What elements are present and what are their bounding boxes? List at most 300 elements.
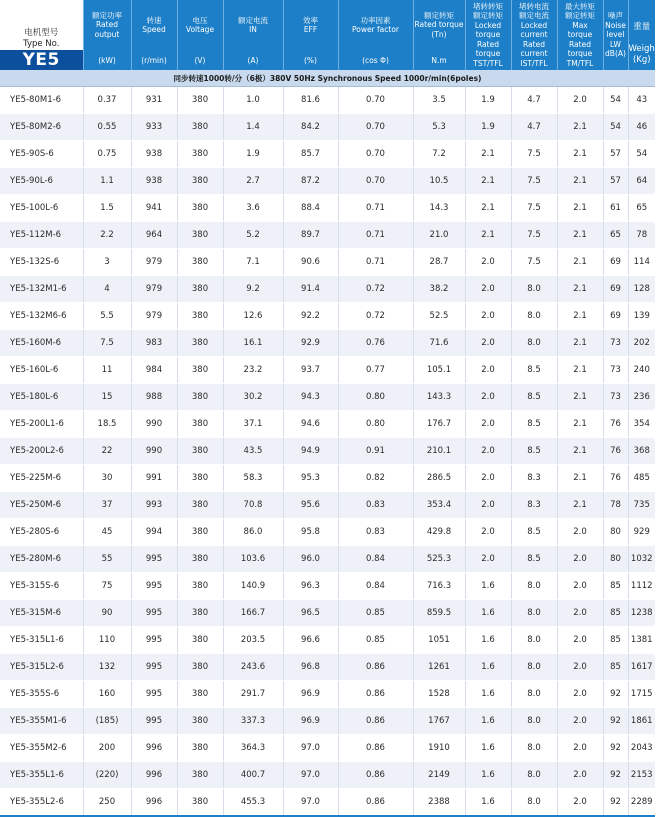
efficiency-cell: 94.3 <box>283 384 338 411</box>
table-row <box>0 789 655 817</box>
weight-cell: 114 <box>628 249 655 276</box>
table-row <box>0 276 655 303</box>
noise-level-cell: 80 <box>603 519 628 546</box>
model-cell: YE5-315S-6 <box>0 573 83 600</box>
speed-cell: 938 <box>131 141 177 168</box>
voltage-cell: 380 <box>177 681 223 708</box>
table-row <box>0 384 655 411</box>
rated-current-unit: (A) <box>223 50 283 70</box>
noise-level-cell: 54 <box>603 114 628 141</box>
rated-torque-cell: 52.5 <box>413 303 465 330</box>
rated-current-cell: 12.6 <box>223 303 283 330</box>
table-row <box>0 465 655 492</box>
efficiency-cell: 88.4 <box>283 195 338 222</box>
rated-output-cell: 1.5 <box>83 195 131 222</box>
rated-output-cell: 110 <box>83 627 131 654</box>
model-cell: YE5-132M1-6 <box>0 276 83 303</box>
locked-current-ratio-cell: 8.3 <box>511 492 557 519</box>
weight-cell: 64 <box>628 168 655 195</box>
power-factor-cell: 0.85 <box>338 600 413 627</box>
weight-cell: 236 <box>628 384 655 411</box>
table-row <box>0 492 655 519</box>
rated-torque-cell: 28.7 <box>413 249 465 276</box>
power-factor-cell: 0.82 <box>338 465 413 492</box>
max-torque-ratio-cell: 2.1 <box>557 195 603 222</box>
weight-cell: 735 <box>628 492 655 519</box>
locked-current-ratio-cell: 4.7 <box>511 87 557 114</box>
voltage-cell: 380 <box>177 573 223 600</box>
rated-output-cell: 18.5 <box>83 411 131 438</box>
weight-cell: 485 <box>628 465 655 492</box>
locked-torque-ratio-cell: 2.0 <box>465 330 511 357</box>
locked-torque-ratio-cell: 2.0 <box>465 276 511 303</box>
weight-column-header: 重量 Weight (Kg) <box>628 0 655 70</box>
rated-output-cell: 4 <box>83 276 131 303</box>
max-torque-ratio-cell: 2.1 <box>557 384 603 411</box>
noise-level-cell: 69 <box>603 249 628 276</box>
efficiency-cell: 96.9 <box>283 681 338 708</box>
efficiency-cell: 96.0 <box>283 546 338 573</box>
rated-output-cell: (185) <box>83 708 131 735</box>
power-factor-cell: 0.86 <box>338 708 413 735</box>
noise-level-cell: 73 <box>603 330 628 357</box>
noise-level-cell: 92 <box>603 708 628 735</box>
model-cell: YE5-250M-6 <box>0 492 83 519</box>
locked-current-ratio-cell: 7.5 <box>511 168 557 195</box>
rated-current-cell: 291.7 <box>223 681 283 708</box>
model-cell: YE5-280S-6 <box>0 519 83 546</box>
max-torque-ratio-cell: 2.0 <box>557 573 603 600</box>
weight-cell: 54 <box>628 141 655 168</box>
rated-output-cell: 160 <box>83 681 131 708</box>
weight-cell: 78 <box>628 222 655 249</box>
table-row <box>0 195 655 222</box>
efficiency-cell: 87.2 <box>283 168 338 195</box>
speed-cell: 994 <box>131 519 177 546</box>
max-torque-ratio-cell: 2.0 <box>557 681 603 708</box>
speed-cell: 996 <box>131 762 177 789</box>
speed-cell: 990 <box>131 438 177 465</box>
locked-current-ratio-cell: 8.5 <box>511 546 557 573</box>
table-row <box>0 573 655 600</box>
speed-cell: 995 <box>131 627 177 654</box>
rated-current-cell: 7.1 <box>223 249 283 276</box>
power-factor-cell: 0.70 <box>338 141 413 168</box>
table-body <box>0 87 655 817</box>
noise-level-cell: 80 <box>603 546 628 573</box>
voltage-cell: 380 <box>177 762 223 789</box>
voltage-cell: 380 <box>177 465 223 492</box>
model-cell: YE5-200L1-6 <box>0 411 83 438</box>
speed-cell: 995 <box>131 654 177 681</box>
model-cell: YE5-160M-6 <box>0 330 83 357</box>
voltage-cell: 380 <box>177 330 223 357</box>
efficiency-cell: 94.9 <box>283 438 338 465</box>
locked-current-ratio-cell: 8.0 <box>511 735 557 762</box>
speed-cell: 933 <box>131 114 177 141</box>
rated-current-cell: 23.2 <box>223 357 283 384</box>
max-torque-ratio-cell: 2.0 <box>557 762 603 789</box>
voltage-column-header: 电压 Voltage <box>177 0 223 50</box>
power-factor-cell: 0.84 <box>338 546 413 573</box>
rated-current-cell: 337.3 <box>223 708 283 735</box>
rated-current-cell: 1.9 <box>223 141 283 168</box>
voltage-cell: 380 <box>177 735 223 762</box>
voltage-cell: 380 <box>177 303 223 330</box>
model-cell: YE5-90L-6 <box>0 168 83 195</box>
speed-cell: 964 <box>131 222 177 249</box>
table-row <box>0 87 655 114</box>
speed-cell: 931 <box>131 87 177 114</box>
max-torque-ratio-cell: 2.0 <box>557 789 603 817</box>
rated-output-cell: 250 <box>83 789 131 817</box>
locked-torque-ratio-cell: 1.6 <box>465 627 511 654</box>
rated-current-cell: 5.2 <box>223 222 283 249</box>
model-cell: YE5-315M-6 <box>0 600 83 627</box>
rated-torque-cell: 143.3 <box>413 384 465 411</box>
weight-cell: 43 <box>628 87 655 114</box>
rated-output-cell: 75 <box>83 573 131 600</box>
noise-level-cell: 78 <box>603 492 628 519</box>
speed-cell: 995 <box>131 573 177 600</box>
table-row <box>0 627 655 654</box>
efficiency-cell: 97.0 <box>283 735 338 762</box>
efficiency-cell: 84.2 <box>283 114 338 141</box>
max-torque-ratio-cell: 2.1 <box>557 411 603 438</box>
rated-output-unit: (kW) <box>83 50 131 70</box>
rated-torque-cell: 3.5 <box>413 87 465 114</box>
voltage-cell: 380 <box>177 789 223 817</box>
locked-current-ratio-cell: 8.5 <box>511 411 557 438</box>
max-torque-ratio-cell: 2.0 <box>557 708 603 735</box>
rated-output-cell: 11 <box>83 357 131 384</box>
noise-level-cell: 85 <box>603 654 628 681</box>
rated-output-cell: 0.75 <box>83 141 131 168</box>
rated-torque-cell: 10.5 <box>413 168 465 195</box>
noise-level-cell: 92 <box>603 762 628 789</box>
power-factor-cell: 0.72 <box>338 303 413 330</box>
rated-torque-cell: 353.4 <box>413 492 465 519</box>
rated-output-cell: 22 <box>83 438 131 465</box>
rated-output-cell: 37 <box>83 492 131 519</box>
rated-torque-cell: 14.3 <box>413 195 465 222</box>
max-torque-ratio-cell: 2.1 <box>557 330 603 357</box>
rated-current-cell: 30.2 <box>223 384 283 411</box>
table-row <box>0 519 655 546</box>
noise-level-cell: 69 <box>603 276 628 303</box>
speed-cell: 990 <box>131 411 177 438</box>
max-torque-ratio-cell: 2.1 <box>557 249 603 276</box>
efficiency-cell: 89.7 <box>283 222 338 249</box>
locked-torque-ratio-cell: 1.6 <box>465 762 511 789</box>
model-cell: YE5-355L1-6 <box>0 762 83 789</box>
efficiency-cell: 96.9 <box>283 708 338 735</box>
voltage-cell: 380 <box>177 222 223 249</box>
table-row <box>0 438 655 465</box>
table-header <box>0 0 658 87</box>
power-factor-cell: 0.86 <box>338 762 413 789</box>
speed-unit: (r/min) <box>131 50 177 70</box>
voltage-cell: 380 <box>177 438 223 465</box>
efficiency-cell: 95.3 <box>283 465 338 492</box>
model-cell: YE5-132M6-6 <box>0 303 83 330</box>
noise-level-cell: 57 <box>603 168 628 195</box>
max-torque-ratio-cell: 2.0 <box>557 546 603 573</box>
model-cell: YE5-180L-6 <box>0 384 83 411</box>
locked-torque-ratio-cell: 1.6 <box>465 654 511 681</box>
voltage-cell: 380 <box>177 276 223 303</box>
table-row <box>0 735 655 762</box>
efficiency-cell: 95.8 <box>283 519 338 546</box>
max-torque-ratio-cell: 2.0 <box>557 627 603 654</box>
rated-torque-cell: 38.2 <box>413 276 465 303</box>
rated-output-cell: 200 <box>83 735 131 762</box>
noise-level-cell: 92 <box>603 681 628 708</box>
noise-level-cell: 76 <box>603 438 628 465</box>
locked-torque-ratio-cell: 2.0 <box>465 465 511 492</box>
locked-current-ratio-cell: 8.0 <box>511 654 557 681</box>
rated-output-cell: 0.55 <box>83 114 131 141</box>
locked-torque-ratio-cell: 1.6 <box>465 789 511 817</box>
locked-current-ratio-cell: 4.7 <box>511 114 557 141</box>
locked-torque-ratio-cell: 2.0 <box>465 384 511 411</box>
voltage-cell: 380 <box>177 627 223 654</box>
power-factor-cell: 0.76 <box>338 330 413 357</box>
voltage-cell: 380 <box>177 249 223 276</box>
rated-output-column-header: 额定功率 Rated output <box>83 0 131 50</box>
locked-current-ratio-cell: 8.0 <box>511 276 557 303</box>
power-factor-column-header: 功率因素 Power factor <box>338 0 413 50</box>
voltage-cell: 380 <box>177 168 223 195</box>
power-factor-cell: 0.86 <box>338 789 413 817</box>
speed-cell: 984 <box>131 357 177 384</box>
speed-cell: 979 <box>131 249 177 276</box>
weight-cell: 139 <box>628 303 655 330</box>
table-row <box>0 681 655 708</box>
voltage-cell: 380 <box>177 384 223 411</box>
rated-output-cell: 15 <box>83 384 131 411</box>
locked-torque-ratio-cell: 2.0 <box>465 438 511 465</box>
rated-current-cell: 16.1 <box>223 330 283 357</box>
section-subtitle: 同步转速1000转/分（6极）380V 50Hz Synchronous Speed 1000r/min(6poles) <box>0 70 655 87</box>
model-cell: YE5-160L-6 <box>0 357 83 384</box>
model-cell: YE5-355M1-6 <box>0 708 83 735</box>
rated-current-cell: 203.5 <box>223 627 283 654</box>
rated-current-cell: 455.3 <box>223 789 283 817</box>
speed-cell: 983 <box>131 330 177 357</box>
model-cell: YE5-112M-6 <box>0 222 83 249</box>
rated-current-cell: 1.4 <box>223 114 283 141</box>
rated-current-cell: 243.6 <box>223 654 283 681</box>
weight-cell: 2289 <box>628 789 655 817</box>
noise-level-cell: 61 <box>603 195 628 222</box>
rated-torque-cell: 7.2 <box>413 141 465 168</box>
voltage-unit: (V) <box>177 50 223 70</box>
weight-cell: 1032 <box>628 546 655 573</box>
model-cell: YE5-225M-6 <box>0 465 83 492</box>
locked-current-ratio-cell: 8.5 <box>511 357 557 384</box>
locked-torque-ratio-cell: 2.1 <box>465 222 511 249</box>
power-factor-unit: (cos Φ) <box>338 50 413 70</box>
locked-current-ratio-cell: 7.5 <box>511 249 557 276</box>
max-torque-ratio-cell: 2.0 <box>557 654 603 681</box>
max-torque-ratio-cell: 2.0 <box>557 600 603 627</box>
locked-current-ratio-cell: 7.5 <box>511 222 557 249</box>
rated-torque-cell: 176.7 <box>413 411 465 438</box>
rated-output-cell: 1.1 <box>83 168 131 195</box>
rated-current-cell: 364.3 <box>223 735 283 762</box>
power-factor-cell: 0.86 <box>338 735 413 762</box>
speed-cell: 988 <box>131 384 177 411</box>
rated-output-cell: 3 <box>83 249 131 276</box>
voltage-cell: 380 <box>177 708 223 735</box>
rated-output-cell: 55 <box>83 546 131 573</box>
weight-cell: 1381 <box>628 627 655 654</box>
weight-cell: 2043 <box>628 735 655 762</box>
power-factor-cell: 0.71 <box>338 222 413 249</box>
table-row <box>0 141 655 168</box>
rated-torque-unit: N.m <box>413 50 465 70</box>
locked-torque-ratio-cell: 2.1 <box>465 195 511 222</box>
max-torque-ratio-cell: 2.1 <box>557 438 603 465</box>
power-factor-cell: 0.70 <box>338 87 413 114</box>
rated-torque-cell: 286.5 <box>413 465 465 492</box>
locked-torque-ratio-cell: 1.6 <box>465 573 511 600</box>
max-torque-ratio-cell: 2.1 <box>557 141 603 168</box>
efficiency-cell: 97.0 <box>283 762 338 789</box>
rated-output-cell: (220) <box>83 762 131 789</box>
table-row <box>0 762 655 789</box>
speed-cell: 995 <box>131 708 177 735</box>
voltage-cell: 380 <box>177 600 223 627</box>
rated-current-cell: 86.0 <box>223 519 283 546</box>
rated-current-cell: 140.9 <box>223 573 283 600</box>
weight-cell: 2153 <box>628 762 655 789</box>
noise-level-cell: 65 <box>603 222 628 249</box>
weight-cell: 202 <box>628 330 655 357</box>
noise-level-cell: 85 <box>603 627 628 654</box>
locked-current-ratio-cell: 8.5 <box>511 384 557 411</box>
rated-torque-column-header: 额定转矩 Rated torque (Tn) <box>413 0 465 50</box>
locked-current-ratio-cell: 8.0 <box>511 330 557 357</box>
max-torque-ratio-cell: 2.1 <box>557 168 603 195</box>
noise-level-cell: 92 <box>603 789 628 817</box>
rated-current-cell: 1.0 <box>223 87 283 114</box>
rated-current-cell: 58.3 <box>223 465 283 492</box>
table-row <box>0 708 655 735</box>
rated-current-cell: 166.7 <box>223 600 283 627</box>
model-cell: YE5-315L2-6 <box>0 654 83 681</box>
locked-current-ratio-cell: 7.5 <box>511 195 557 222</box>
rated-output-cell: 2.2 <box>83 222 131 249</box>
efficiency-cell: 97.0 <box>283 789 338 817</box>
locked-current-ratio-cell: 8.0 <box>511 303 557 330</box>
rated-current-cell: 2.7 <box>223 168 283 195</box>
max-torque-ratio-cell: 2.1 <box>557 492 603 519</box>
rated-torque-cell: 525.3 <box>413 546 465 573</box>
noise-level-cell: 76 <box>603 411 628 438</box>
rated-current-cell: 9.2 <box>223 276 283 303</box>
voltage-cell: 380 <box>177 411 223 438</box>
rated-current-cell: 3.6 <box>223 195 283 222</box>
weight-cell: 1861 <box>628 708 655 735</box>
voltage-cell: 380 <box>177 114 223 141</box>
locked-current-ratio-cell: 8.3 <box>511 465 557 492</box>
voltage-cell: 380 <box>177 195 223 222</box>
power-factor-cell: 0.86 <box>338 654 413 681</box>
weight-cell: 1238 <box>628 600 655 627</box>
speed-cell: 995 <box>131 600 177 627</box>
rated-torque-cell: 1528 <box>413 681 465 708</box>
voltage-cell: 380 <box>177 141 223 168</box>
locked-current-ratio-cell: 8.0 <box>511 708 557 735</box>
power-factor-cell: 0.77 <box>338 357 413 384</box>
speed-cell: 996 <box>131 789 177 817</box>
locked-torque-ratio-cell: 2.0 <box>465 519 511 546</box>
locked-current-ratio-cell: 8.0 <box>511 627 557 654</box>
max-torque-ratio-cell: 2.1 <box>557 276 603 303</box>
power-factor-cell: 0.70 <box>338 168 413 195</box>
locked-torque-ratio-cell: 2.0 <box>465 249 511 276</box>
speed-cell: 991 <box>131 465 177 492</box>
speed-cell: 938 <box>131 168 177 195</box>
locked-torque-ratio-cell: 1.9 <box>465 114 511 141</box>
voltage-cell: 380 <box>177 519 223 546</box>
rated-torque-cell: 1767 <box>413 708 465 735</box>
table-row <box>0 249 655 276</box>
weight-cell: 354 <box>628 411 655 438</box>
rated-current-cell: 43.5 <box>223 438 283 465</box>
speed-cell: 979 <box>131 276 177 303</box>
voltage-cell: 380 <box>177 546 223 573</box>
rated-torque-cell: 105.1 <box>413 357 465 384</box>
table-row <box>0 168 655 195</box>
speed-cell: 995 <box>131 681 177 708</box>
locked-torque-ratio-cell: 1.6 <box>465 600 511 627</box>
max-torque-ratio-column-header: 最大转矩 额定转矩 Max torque Rated torque TM/TFL <box>557 0 603 70</box>
rated-torque-cell: 859.5 <box>413 600 465 627</box>
power-factor-cell: 0.80 <box>338 411 413 438</box>
speed-cell: 993 <box>131 492 177 519</box>
locked-torque-ratio-cell: 1.6 <box>465 681 511 708</box>
efficiency-cell: 91.4 <box>283 276 338 303</box>
locked-current-ratio-cell: 7.5 <box>511 141 557 168</box>
noise-level-cell: 85 <box>603 600 628 627</box>
model-cell: YE5-200L2-6 <box>0 438 83 465</box>
rated-current-cell: 70.8 <box>223 492 283 519</box>
power-factor-cell: 0.83 <box>338 492 413 519</box>
weight-cell: 368 <box>628 438 655 465</box>
voltage-cell: 380 <box>177 357 223 384</box>
speed-cell: 979 <box>131 303 177 330</box>
rated-current-cell: 103.6 <box>223 546 283 573</box>
table-row <box>0 654 655 681</box>
max-torque-ratio-cell: 2.1 <box>557 465 603 492</box>
locked-torque-ratio-cell: 2.0 <box>465 303 511 330</box>
rated-torque-cell: 210.1 <box>413 438 465 465</box>
series-badge: YE5 <box>0 50 83 70</box>
locked-torque-ratio-cell: 2.0 <box>465 411 511 438</box>
rated-torque-cell: 429.8 <box>413 519 465 546</box>
rated-torque-cell: 5.3 <box>413 114 465 141</box>
table-row <box>0 330 655 357</box>
efficiency-column-header: 效率 EFF <box>283 0 338 50</box>
locked-current-ratio-cell: 8.0 <box>511 789 557 817</box>
noise-level-cell: 92 <box>603 735 628 762</box>
table-row <box>0 546 655 573</box>
table-row <box>0 222 655 249</box>
rated-output-cell: 5.5 <box>83 303 131 330</box>
